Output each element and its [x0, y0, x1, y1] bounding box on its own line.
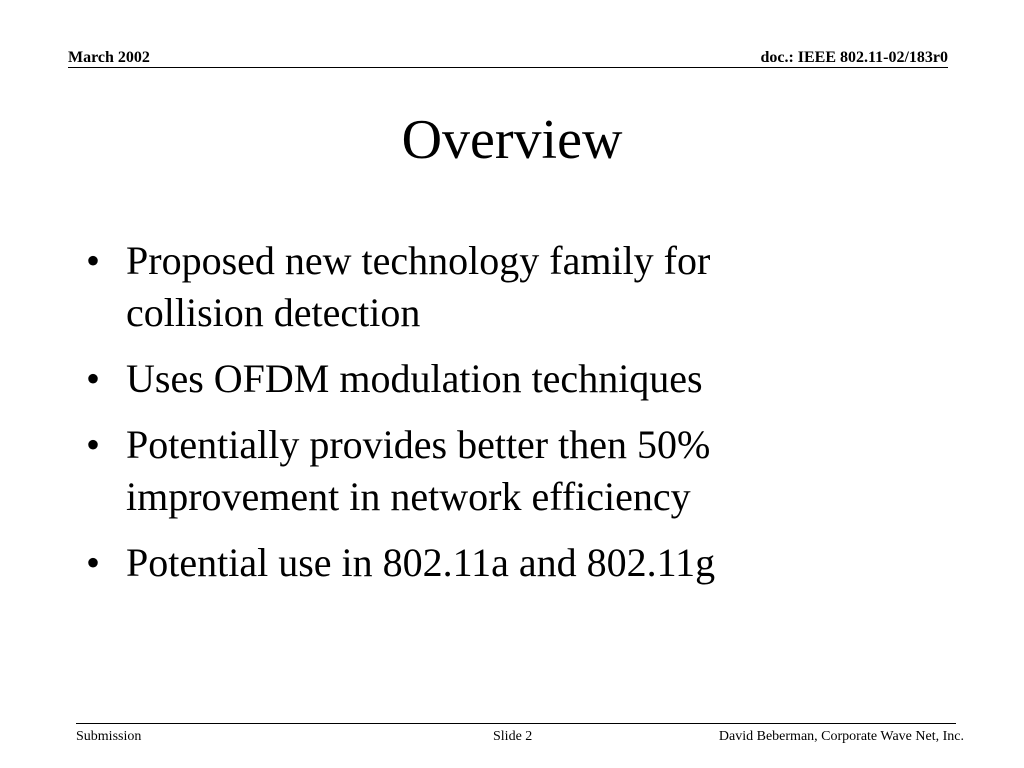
bullet-item [86, 235, 846, 339]
header-divider [68, 67, 948, 68]
header-doc-id: doc.: IEEE 802.11-02/183r0 [760, 49, 948, 66]
bullet-text: Uses OFDM modulation techniques [126, 356, 703, 401]
footer-slide-number: Slide 2 [493, 729, 533, 744]
bullet-item [86, 419, 846, 523]
footer-divider [76, 723, 956, 724]
footer-submission: Submission [76, 729, 142, 744]
bullet-icon: • [86, 540, 101, 585]
bullet-item [86, 353, 846, 405]
slide-title: Overview [401, 109, 623, 171]
header-date: March 2002 [68, 49, 150, 66]
bullet-text: Potentially provides better then 50% improvement in network efficiency [126, 422, 711, 519]
bullet-list [86, 235, 846, 603]
bullet-icon: • [86, 422, 101, 467]
bullet-icon: • [86, 356, 101, 401]
footer-author: David Beberman, Corporate Wave Net, Inc. [718, 729, 964, 744]
bullet-text: Potential use in 802.11a and 802.11g [126, 540, 716, 585]
bullet-text: Proposed new technology family for collision detection [126, 238, 711, 335]
bullet-icon: • [86, 238, 101, 283]
bullet-item [86, 537, 846, 589]
